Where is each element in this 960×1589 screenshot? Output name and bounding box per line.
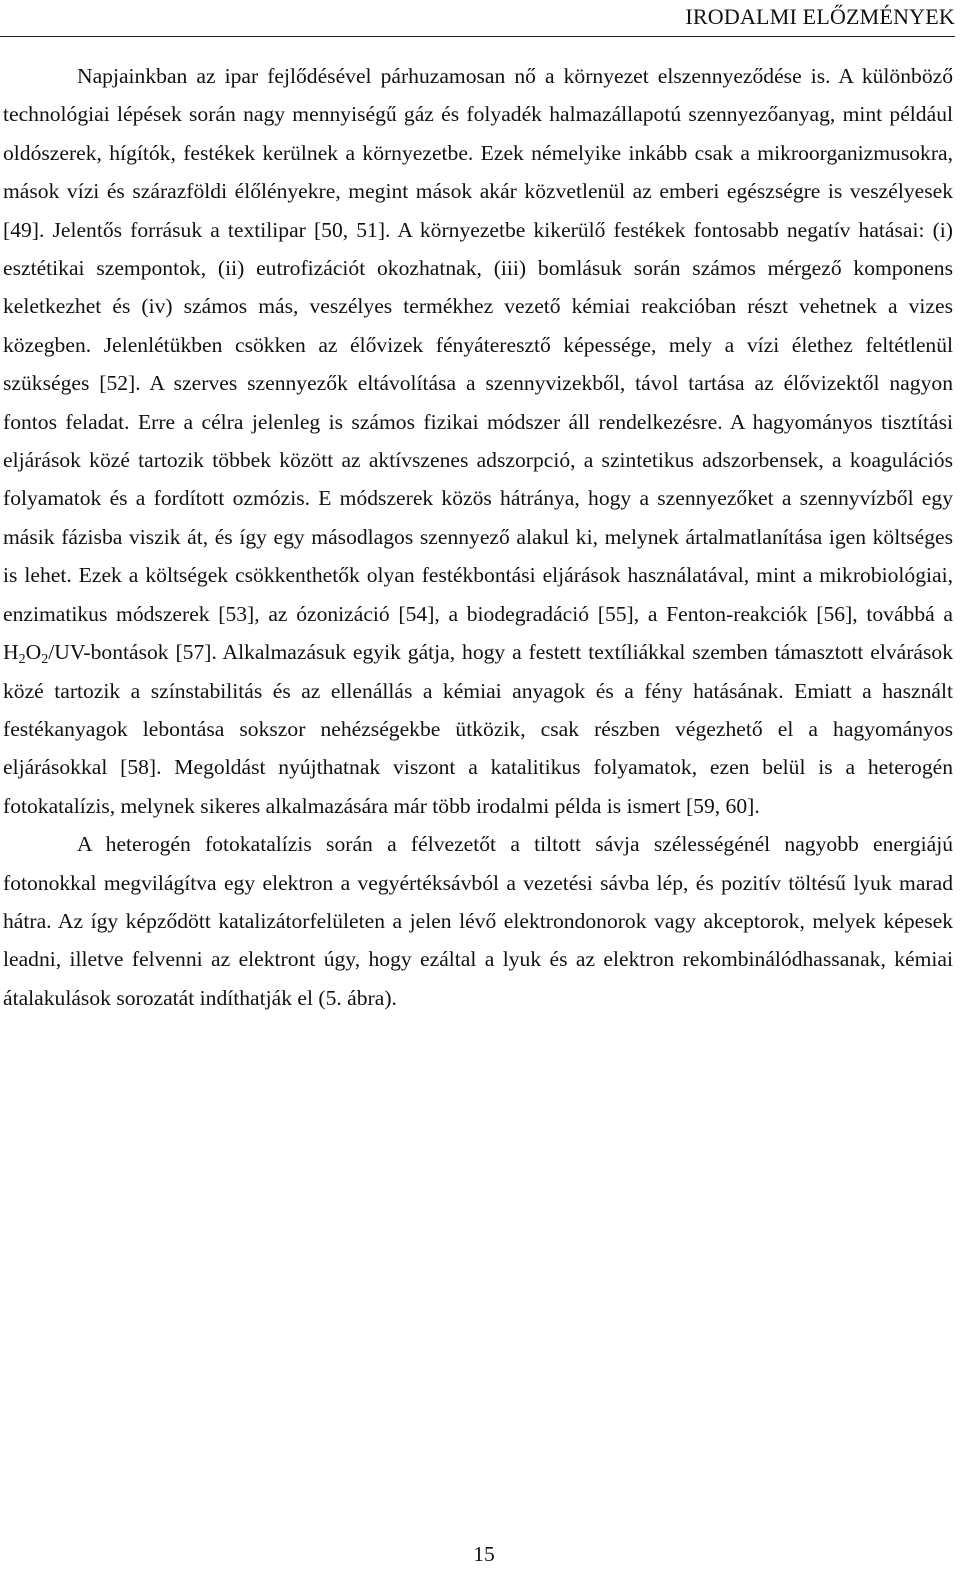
section-title: IRODALMI ELŐZMÉNYEK — [685, 4, 955, 29]
paragraph-photocatalysis: A heterogén fotokatalízis során a félvezetőt a tiltott sávja szélességénél nagyobb energiájú fotonokkal megvilágítva egy elektron a vegyértéksávból a vezetési sávba lép, és pozitív töltésű lyuk marad hátra. Az így képződött katalizátorfelületen a jelen lévő elektrondonorok vagy akceptorok, melyek képesek leadni, illetve felvenni az elektront úgy, hogy ezáltal a lyuk és az elektron rekombinálódhassanak, kémiai átalakulások sorozatát indíthatják el (5. ábra). — [3, 832, 953, 1010]
formula-subscript-2: 2 — [41, 652, 49, 668]
paragraph-pollution — [3, 57, 953, 825]
body-text — [3, 57, 953, 1017]
formula-h2o2 — [3, 640, 49, 668]
formula-o: O — [25, 640, 42, 665]
running-header — [0, 2, 955, 37]
paragraph-pollution-text-after: /UV-bontások [57]. Alkalmazásuk egyik gátja, hogy a festett textíliákkal szemben támasztott elvárások közé tartozik a színstabilitás és az ellenállás a kémiai anyagok és a fény hatásának. Emiatt a használt festékanyagok lebontása sokszor nehézségekbe ütközik, csak részben végezhető el a hagyományos eljárásokkal [58]. Megoldást nyújthatnak viszont a katalitikus folyamatok, ezen belül is a heterogén fotokatalízis, melynek sikeres alkalmazására már több irodalmi példa is ismert [59, 60]. — [3, 640, 953, 818]
page-number: 15 — [473, 1542, 495, 1566]
paragraph-pollution-text: Napjainkban az ipar fejlődésével párhuzamosan nő a környezet elszennyeződése is. A különböző technológiai lépések során nagy mennyiségű gáz és folyadék halmazállapotú szennyezőanyag, mint például oldószerek, hígítók, festékek kerülnek a környezetbe. Ezek némelyike inkább csak a mikroorganizmusokra, mások vízi és szárazföldi élőlényekre, megint mások akár közvetlenül az emberi egészségre is veszélyesek [49]. Jelentős forrásuk a textilipar [50, 51]. A környezetbe kikerülő festékek fontosabb negatív hatásai: (i) esztétikai szempontok, (ii) eutrofizációt okozhatnak, (iii) bomlásuk során számos mérgező komponens keletkezhet és (iv) számos más, veszélyes termékhez vezető kémiai reakcióban részt vehetnek a vizes közegben. Jelenlétükben csökken az élővizek fényáteresztő képessége, mely a vízi élethez feltétlenül szükséges [52]. A szerves szennyezők eltávolítása a szennyvizekből, távol tartása az élővizektől nagyon fontos feladat. Erre a célra jelenleg is számos fizikai módszer áll rendelkezésre. A hagyományos tisztítási eljárások közé tartozik többek között az aktívszenes adszorpció, a szintetikus adszorbensek, a koagulációs folyamatok és a fordított ozmózis. E módszerek közös hátránya, hogy a szennyezőket a szennyvízből egy másik fázisba viszik át, és így egy másodlagos szennyező alakul ki, melynek ártalmatlanítása igen költséges is lehet. Ezek a költségek csökkenthetők olyan festékbontási eljárások használatával, mint a mikrobiológiai, enzimatikus módszerek [53], az ózonizáció [54], a biodegradáció [55], a Fenton-reakciók [56], továbbá a — [3, 64, 953, 626]
formula-subscript-1: 2 — [18, 652, 26, 668]
formula-h: H — [3, 640, 19, 665]
